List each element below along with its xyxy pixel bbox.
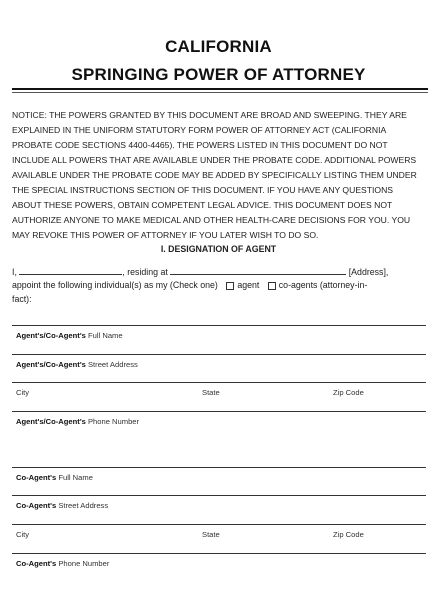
fact-line: fact): [12, 294, 32, 304]
agent-phone-label [16, 417, 139, 426]
coagent-city-label: City [16, 530, 30, 539]
i-label: I, [12, 267, 17, 277]
agent-phone-line[interactable] [12, 411, 426, 412]
agent-option-label: agent [237, 280, 260, 290]
agent-city-label: City [16, 388, 30, 397]
full-name-text: Full Name [58, 473, 93, 482]
agent-street-label [16, 360, 138, 369]
phone-number-text: Phone Number [87, 417, 140, 426]
coagent-state-label: State [202, 530, 220, 539]
coagent-full-name-line[interactable] [12, 467, 426, 468]
principal-line [12, 264, 428, 279]
agent-prefix: Agent's/Co-Agent's [16, 331, 86, 340]
phone-number-text: Phone Number [58, 559, 110, 568]
coagent-city-line[interactable] [12, 524, 426, 525]
agent-full-name-line[interactable] [12, 325, 426, 326]
coagents-checkbox[interactable] [268, 282, 276, 290]
coagents-option-label: co-agents (attorney-in- [278, 280, 368, 290]
document-title-state: CALIFORNIA [165, 37, 272, 56]
coagent-prefix: Co-Agent's [16, 501, 57, 510]
coagent-zip-label: Zip Code [333, 530, 364, 539]
notice-paragraph: NOTICE: THE POWERS GRANTED BY THIS DOCUMENT ARE BROAD AND SWEEPING. THEY ARE EXPLAINED IN THE UNIFORM STATUTORY FORM POWER OF ATTORNEY ACT (CALIFORNIA PROBATE CODE SECTIONS 4400-4465). THE POWERS LISTED IN THIS DOCUMENT DO NOT INCLUDE ALL POWERS THAT ARE AVAILABLE UNDER THE PROBATE CODE. ADDITIONAL POWERS AVAILABLE UNDER THE PROBATE CODE MAY BE ADDED BY SPECIFICALLY LISTING THEM UNDER THE SPECIAL INSTRUCTIONS SECTION OF THIS DOCUMENT. IF YOU HAVE ANY QUESTIONS ABOUT THESE POWERS, OBTAIN COMPETENT LEGAL ADVICE. THIS DOCUMENT DOES NOT AUTHORIZE ANYONE TO MAKE MEDICAL AND OTHER HEALTH-CARE DECISIONS FOR YOU. YOU MAY REVOKE THIS POWER OF ATTORNEY IF YOU LATER WISH TO DO SO. [12, 110, 417, 240]
principal-address-field[interactable] [170, 264, 346, 275]
agent-state-label: State [202, 388, 220, 397]
principal-name-field[interactable] [19, 264, 122, 275]
coagent-prefix: Co-Agent's [16, 473, 57, 482]
coagent-phone-label [16, 559, 109, 568]
coagent-prefix: Co-Agent's [16, 559, 57, 568]
agent-full-name-label [16, 331, 123, 340]
document-title: SPRINGING POWER OF ATTORNEY [71, 65, 366, 84]
title-divider-thin [12, 92, 428, 93]
street-address-text: Street Address [58, 501, 109, 510]
street-address-text: Street Address [87, 360, 138, 369]
address-label: [Address], [348, 267, 389, 277]
agent-checkbox[interactable] [226, 282, 234, 290]
full-name-text: Full Name [87, 331, 123, 340]
residing-label: , residing at [122, 267, 168, 277]
agent-city-line[interactable] [12, 382, 426, 383]
coagent-street-label [16, 501, 108, 510]
title-divider [12, 88, 428, 90]
coagent-street-line[interactable] [12, 495, 426, 496]
section-heading-designation: I. DESIGNATION OF AGENT [160, 244, 277, 254]
coagent-phone-line[interactable] [12, 553, 426, 554]
agent-street-line[interactable] [12, 354, 426, 355]
agent-zip-label: Zip Code [333, 388, 364, 397]
agent-prefix: Agent's/Co-Agent's [16, 360, 86, 369]
appoint-label: appoint the following individual(s) as my (Check one) [12, 280, 218, 290]
appoint-line [12, 278, 428, 292]
agent-prefix: Agent's/Co-Agent's [16, 417, 86, 426]
coagent-full-name-label [16, 473, 93, 482]
